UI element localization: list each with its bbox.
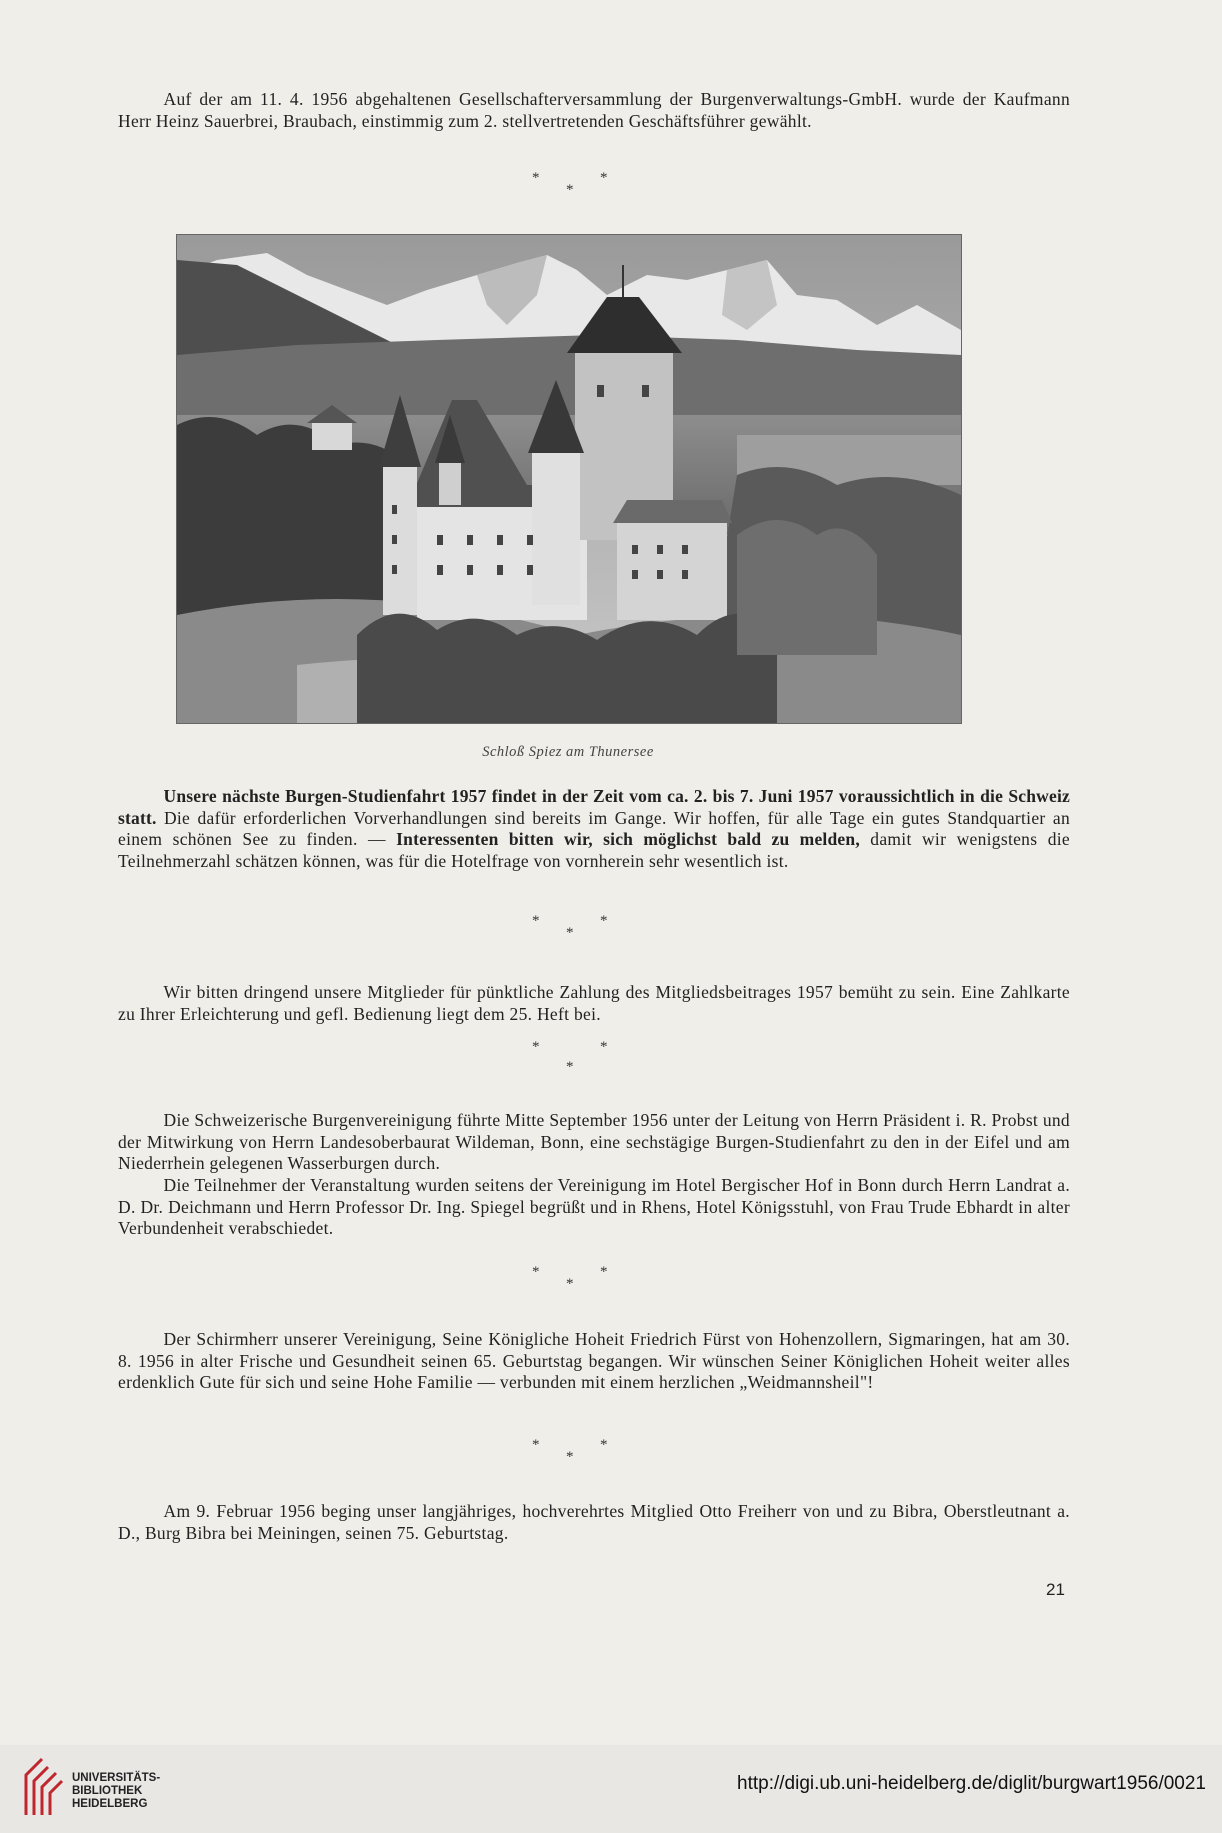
interested-bold-text: Interessenten bitten wir, sich möglichst bald zu melden,: [396, 829, 860, 849]
study-trip-bold-text: Unsere nächste Burgen-Studienfahrt 1957 findet in der Zeit vom ca. 2. bis 7. Juni 1957 voraussichtlich in die Schweiz statt.: [118, 786, 1070, 828]
separator-stars: * * *: [532, 1437, 608, 1465]
castle-photo: [176, 234, 962, 724]
paragraph-swiss-association: Die Schweizerische Burgenvereinigung führte Mitte September 1956 unter der Leitung von Herrn Präsident i. R. Probst und der Mitwirkung von Herrn Landesoberbaurat Wildeman, Bonn, eine sechstägige Burgen-Studienfahrt zu den in der Eifel und am Niederrhein gelegenen Wasserburgen durch.: [118, 1110, 1070, 1173]
paragraph-member-birthday: Am 9. Februar 1956 beging unser langjähriges, hochverehrtes Mitglied Otto Freiherr von und zu Bibra, Oberstleutnant a. D., Burg Bibra bei Meiningen, seinen 75. Geburtstag.: [118, 1501, 1070, 1543]
paragraph-study-trip: [118, 786, 1070, 872]
paragraph-membership-fee: Wir bitten dringend unsere Mitglieder für pünktliche Zahlung des Mitgliedsbeitrages 1957 bemüht zu sein. Eine Zahlkarte zu Ihrer Erleichterung und gefl. Bedienung liegt dem 25. Heft bei.: [118, 982, 1070, 1024]
footer-bar: [0, 1745, 1222, 1833]
photo-caption: Schloß Spiez am Thunersee: [482, 744, 654, 760]
separator-stars: * * *: [532, 1264, 608, 1292]
source-url-link[interactable]: http://digi.ub.uni-heidelberg.de/diglit/burgwart1956/0021: [737, 1773, 1206, 1794]
paragraph-patron-birthday: Der Schirmherr unserer Vereinigung, Seine Königliche Hoheit Friedrich Fürst von Hohenzollern, Sigmaringen, hat am 30. 8. 1956 in alter Frische und Gesundheit seinen 65. Geburtstag begangen. Wir wünschen Seiner Königlichen Hoheit weiter alles erdenklich Gute für sich und seine Hohe Familie — verbunden mit einem herzlichen „Weidmannsheil"!: [118, 1329, 1070, 1392]
library-name: UNIVERSITÄTS- BIBLIOTHEK HEIDELBERG: [72, 1772, 161, 1810]
paragraph-shareholder-meeting: Auf der am 11. 4. 1956 abgehaltenen Gesellschafterversammlung der Burgenverwaltungs-GmbH. wurde der Kaufmann Herr Heinz Sauerbrei, Braubach, einstimmig zum 2. stellvertretenden Geschäftsführer gewählt.: [118, 89, 1070, 131]
separator-stars: * * *: [532, 913, 608, 941]
paragraph-participants: Die Teilnehmer der Veranstaltung wurden seitens der Vereinigung im Hotel Bergischer Hof in Bonn durch Herrn Landrat a. D. Dr. Deichmann und Herrn Professor Dr. Ing. Spiegel begrüßt und in Rhens, Hotel Königsstuhl, von Frau Trude Ebhardt in alter Verbundenheit verabschiedet.: [118, 1175, 1070, 1238]
library-logo-icon: [22, 1755, 66, 1819]
study-trip-text: Die dafür erforderlichen Vorverhandlungen sind bereits im Gange. Wir hoffen, für alle Tage ein gutes Standquartier an einem schönen See zu finden. —: [118, 807, 1070, 849]
hotel-question-text: damit wir wenigstens die Teilnehmerzahl schätzen können, was für die Hotelfrage von vornherein sehr wesentlich ist.: [118, 829, 1070, 871]
separator-stars: * * *: [532, 1039, 608, 1075]
page-number: 21: [1046, 1580, 1065, 1599]
separator-stars: * * *: [532, 170, 608, 198]
